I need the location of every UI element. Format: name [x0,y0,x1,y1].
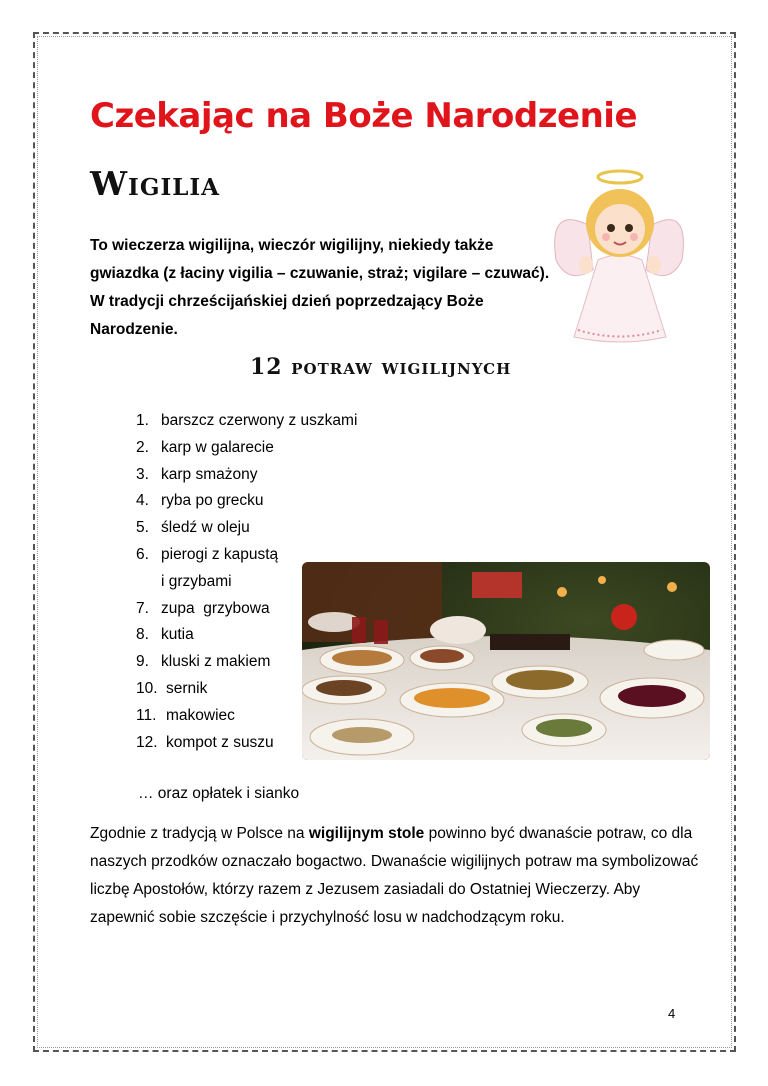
list-item: 10. sernik [136,679,208,697]
list-item-continuation: i grzybami [161,572,232,590]
dishes-heading: 12 potraw wigilijnych [250,354,512,380]
list-item: 12. kompot z suszu [136,733,274,751]
angel-illustration [548,165,690,347]
section-heading: Wigilia [90,164,220,203]
page-title: Czekając na Boże Narodzenie [90,96,638,136]
list-item: 4. ryba po grecku [136,492,264,510]
list-item: 2. karp w galarecie [136,438,274,456]
page-number: 4 [668,1006,676,1021]
christmas-feast-photo [302,562,710,760]
list-item: 11. makowiec [136,706,235,724]
body-paragraph: Zgodnie z tradycją w Polsce na wigilijnym stole powinno być dwanaście potraw, co dla naszych przodków oznaczało bogactwo. Dwanaście wigilijnych potraw ma symbolizować liczbę Apostołów, którzy razem z Jezusem zasiadali do Ostatniej Wieczerzy. Aby zapewnić sobie szczęście i przychylność losu w nadchodzącym roku. [90,825,699,926]
list-item: 8. kutia [136,626,194,644]
list-item: 1. barszcz czerwony z uszkami [136,412,358,429]
list-item: 5. śledź w oleju [136,519,250,537]
list-item: 6. pierogi z kapustą [136,545,279,563]
extra-note: … oraz opłatek i sianko [138,785,300,802]
list-item: 3. karp smażony [136,465,258,483]
intro-text: To wieczerza wigilijna, wieczór wigilijny, niekiedy także gwiazdka (z łaciny vigilia – czuwanie, straż; vigilare – czuwać). W tradycji chrześcijańskiej dzień poprzedzający Boże Narodzenie. [90,237,550,338]
list-item: 7. zupa grzybowa [136,599,270,617]
list-item: 9. kluski z makiem [136,653,271,671]
